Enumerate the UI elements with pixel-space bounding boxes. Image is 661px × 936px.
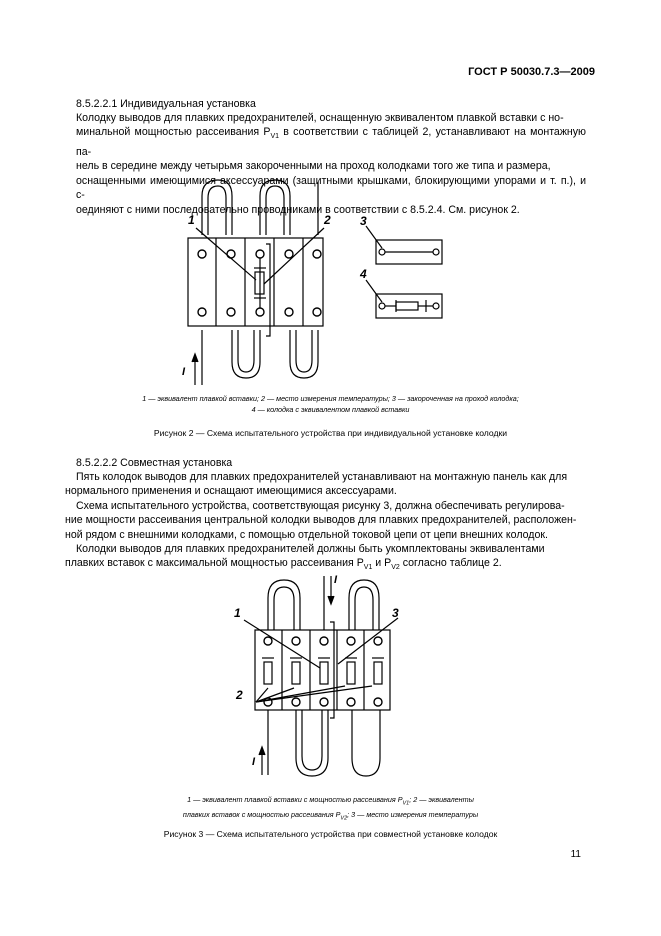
para-line: минальной мощностью рассеивания $P_{V1}$ в соответствии с таблицей 2, устанавливают на монтажную па- — [76, 126, 586, 158]
para-line: ной рядом с внешними колодками, с помощью отдельной токовой цепи от цепи внешних колодок. — [65, 528, 548, 541]
para-line: плавких вставок с максимальной мощностью рассеивания $P_{V1}$ и $P_{V2}$ согласно таблице 2. — [65, 557, 502, 572]
section-heading-2: 8.5.2.2.2 Совместная установка — [76, 457, 233, 469]
para-line: нормального применения и оснащают имеющимися аксессуарами. — [65, 485, 397, 498]
document-id: ГОСТ Р 50030.7.3—2009 — [468, 66, 595, 78]
para-line: Схема испытательного устройства, соответствующая рисунку 3, должна обеспечивать регулирова- — [76, 499, 565, 512]
fig3-current-label-bottom: I — [252, 756, 256, 768]
fig2-label-4: 4 — [360, 267, 367, 281]
section-heading-1: 8.5.2.2.1 Индивидуальная установка — [76, 98, 256, 110]
fig3-label-1: 1 — [234, 606, 241, 620]
page-number: 11 — [570, 849, 581, 860]
para-line: оединяют с ними последовательно проводниками в соответствии с 8.5.2.4. См. рисунок 2. — [76, 203, 520, 216]
fig3-current-label-top: I — [334, 574, 338, 586]
para-line: Пять колодок выводов для плавких предохранителей устанавливают на монтажную панель как для — [76, 471, 568, 483]
para-line: Колодку выводов для плавких предохранителей, оснащенную эквивалентом плавкой вставки с но- — [76, 112, 564, 124]
fig2-label-2: 2 — [324, 213, 331, 227]
fig3-label-2: 2 — [236, 688, 243, 702]
para-line: нель в середине между четырьмя закороченными на проход колодками того же типа и размера, — [76, 160, 551, 173]
fig2-label-3: 3 — [360, 214, 367, 228]
para-line: Колодки выводов для плавких предохранителей должны быть укомплектованы эквивалентами — [76, 543, 545, 556]
figure-2-legend: 1 — эквивалент плавкой вставки; 2 — место измерения температуры; 3 — закороченная на проход колодка; 4 — колодка с эквивалентом плавкой вставки — [142, 394, 519, 414]
figure-3-title: Рисунок 3 — Схема испытательного устройства при совместной установке колодок — [163, 829, 498, 839]
para-line: ние мощности рассеивания центральной колодки выводов для плавких предохранителей, расположен- — [65, 514, 577, 527]
fig2-current-label: I — [182, 366, 186, 378]
para-line: оснащенными имеющимися аксессуарами (защитными крышками, блокирующими упорами и т. п.), и с- — [76, 174, 586, 202]
fig2-label-1: 1 — [188, 213, 195, 227]
fig3-label-3: 3 — [392, 606, 399, 620]
figure-2-title: Рисунок 2 — Схема испытательного устройства при индивидуальной установке колодки — [153, 428, 508, 438]
figure-3-legend: 1 — эквивалент плавкой вставки с мощностью рассеивания $P_{V1}$; 2 — эквиваленты плавких вставок с мощностью рассеивания $P_{V2}$; 3 — место измерения температуры — [182, 795, 479, 822]
